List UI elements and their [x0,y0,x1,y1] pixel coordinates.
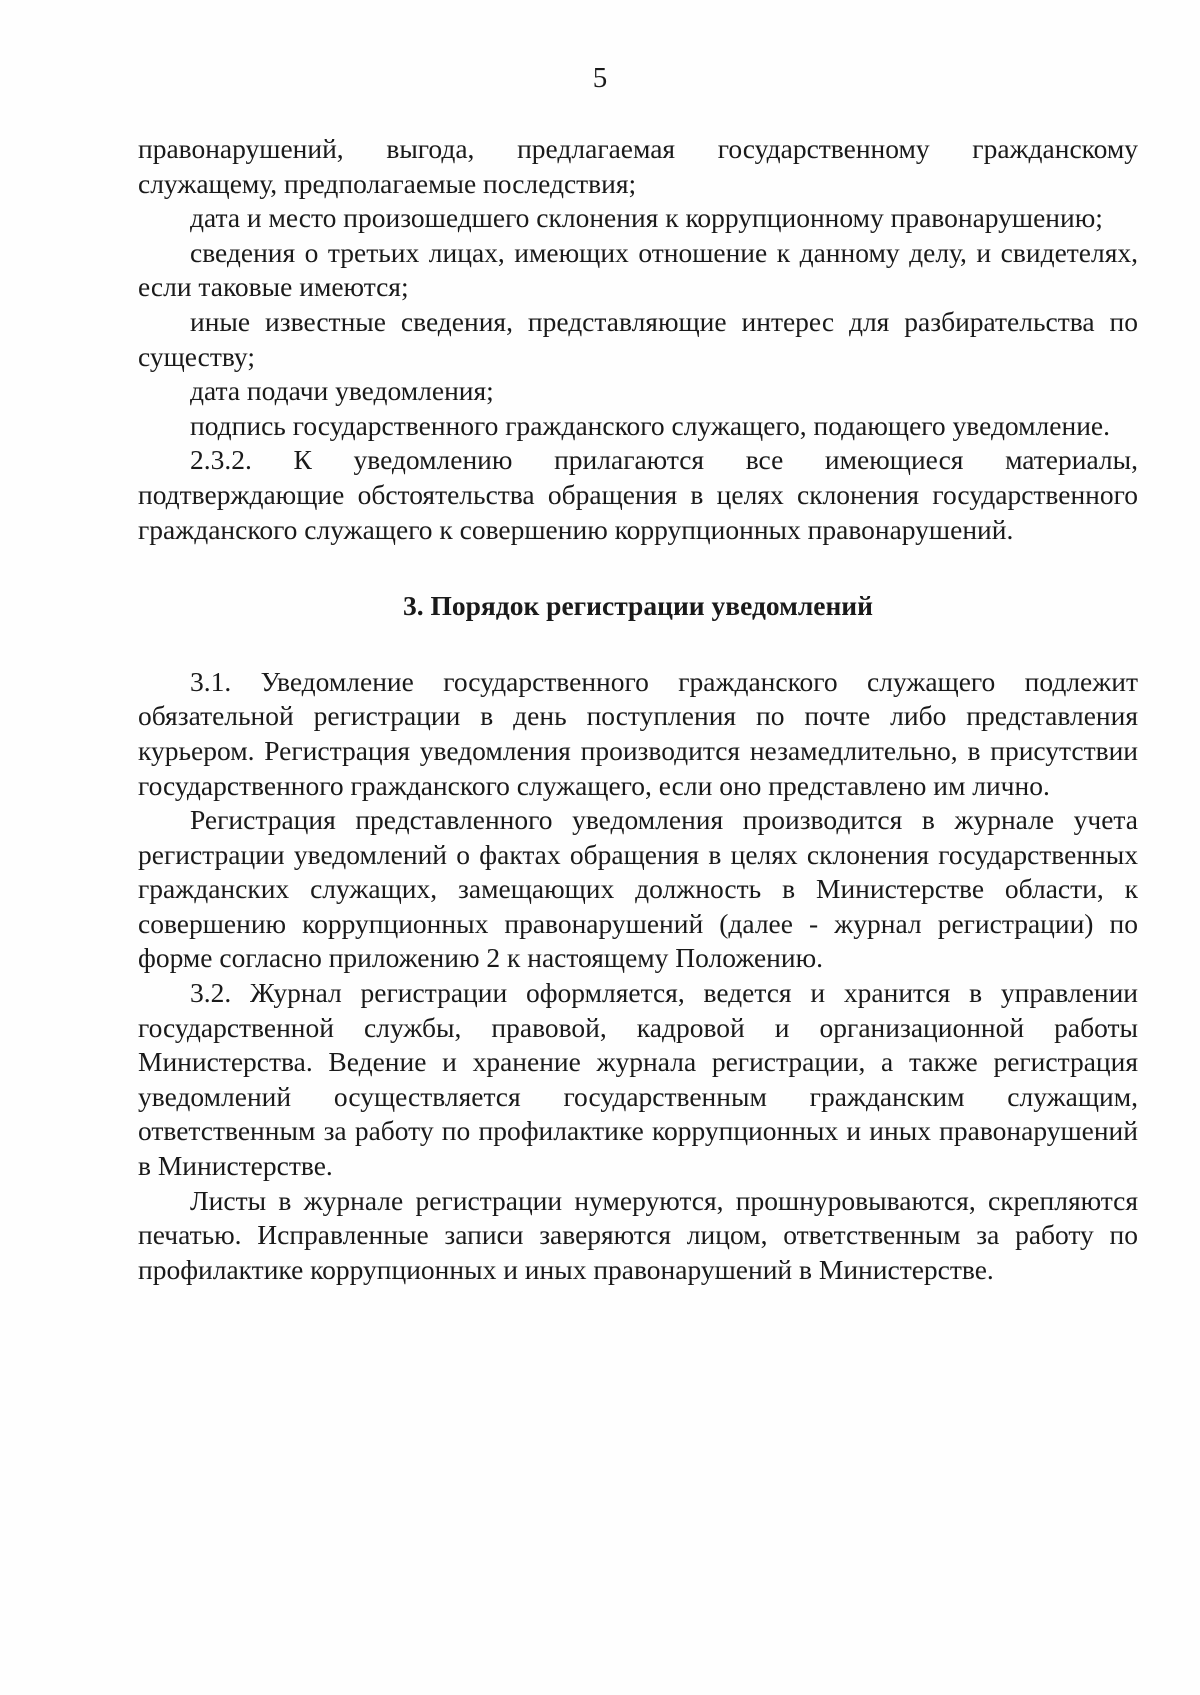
document-body [138,132,1138,1287]
section-heading: 3. Порядок регистрации уведомлений [402,590,873,622]
paragraph-2-3-2: 2.3.2. К уведомлению прилагаются все имеющиеся материалы, подтверждающие обстоятельства обращения в целях склонения государственного гражданского служащего к совершению коррупционных правонарушений. [138,444,1138,545]
paragraph: дата и место произошедшего склонения к коррупционному правонарушению; [190,202,1103,234]
paragraph: подпись государственного гражданского служащего, подающего уведомление. [190,409,1111,441]
paragraph: иные известные сведения, представляющие интерес для разбирательства по существу; [138,305,1138,372]
page-number: 5 [592,62,608,94]
paragraph: дата подачи уведомления; [190,375,494,407]
paragraph: Листы в журнале регистрации нумеруются, прошнуровываются, скрепляются печатью. Исправленные записи заверяются лицом, ответственным за работу по профилактике коррупционных и иных правонарушений в Министерстве. [138,1184,1138,1285]
paragraph-3-1: 3.1. Уведомление государственного гражданского служащего подлежит обязательной регистрации в день поступления по почте либо представления курьером. Регистрация уведомления производится незамедлительно, в присутствии государственного гражданского служащего, если оно представлено им лично. [138,665,1138,801]
paragraph: правонарушений, выгода, предлагаемая государственному гражданскому служащему, предполагаемые последствия; [138,133,1138,199]
paragraph-3-2: 3.2. Журнал регистрации оформляется, ведется и хранится в управлении государственной службы, правовой, кадровой и организационной работы Министерства. Ведение и хранение журнала регистрации, а также регистрация уведомлений осуществляется государственным гражданским служащим, ответственным за работу по профилактике коррупционных и иных правонарушений в Министерстве. [138,977,1138,1182]
paragraph: Регистрация представленного уведомления производится в журнале учета регистрации уведомлений о фактах обращения в целях склонения государственных гражданских служащих, замещающих должность в Министерстве области, к совершению коррупционных правонарушений (далее - журнал регистрации) по форме согласно приложению 2 к настоящему Положению. [138,804,1138,974]
paragraph: сведения о третьих лицах, имеющих отношение к данному делу, и свидетелях, если таковые имеются; [138,236,1138,303]
